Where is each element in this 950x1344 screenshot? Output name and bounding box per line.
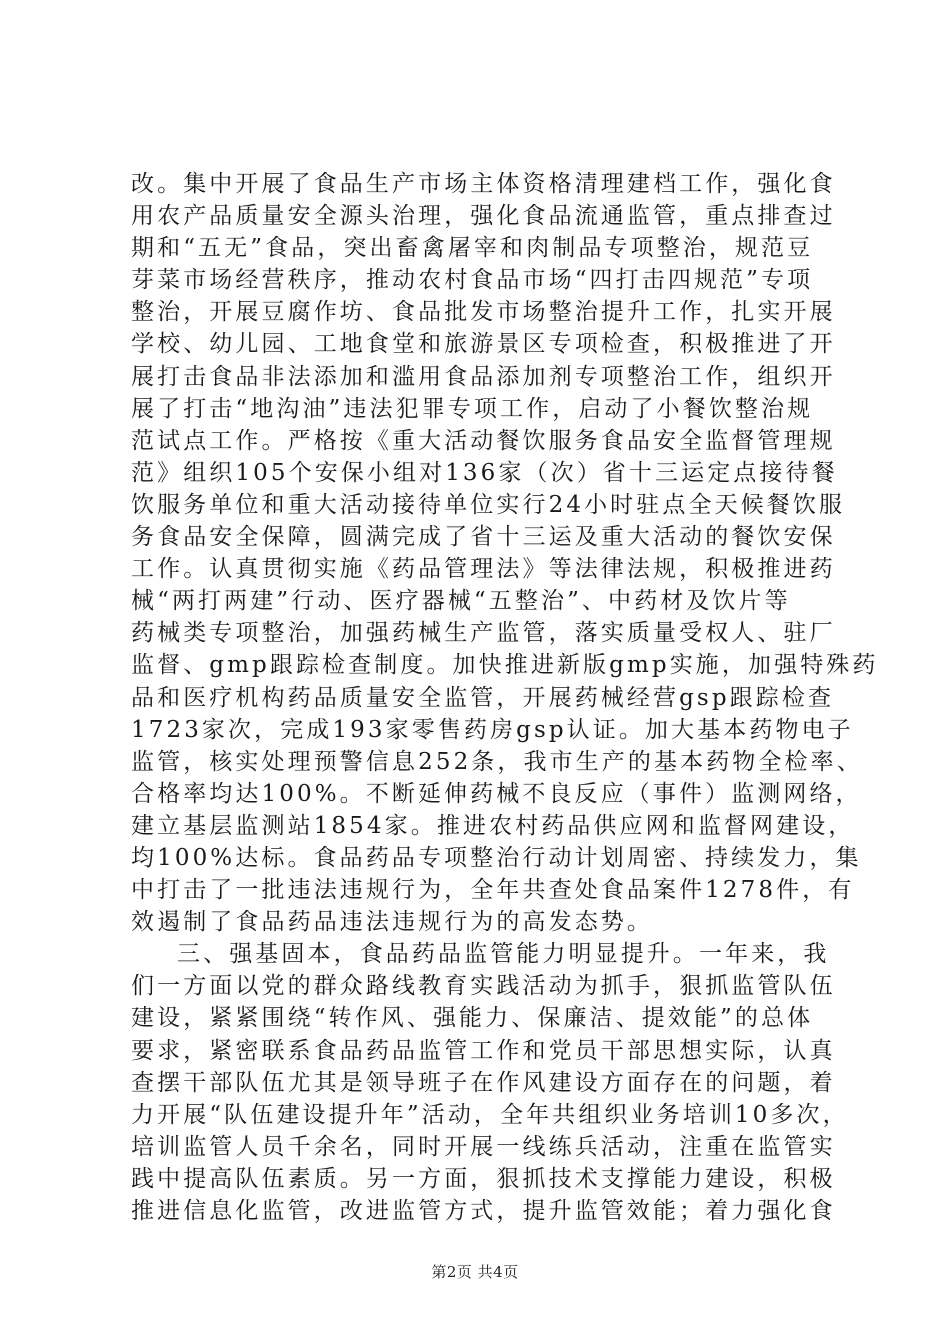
text-line: 1723家次，完成193家零售药房gsp认证。加大基本药物电子 [131, 716, 854, 743]
paragraph-heading-line: 三、强基固本，食品药品监管能力明显提升。一年来，我 [177, 941, 830, 968]
text-line: 学校、幼儿园、工地食堂和旅游景区专项检查，积极推进了开 [131, 331, 836, 358]
text-line: 中打击了一批违法违规行为，全年共查处食品案件1278件，有 [131, 877, 855, 904]
text-line: 用农产品质量安全源头治理，强化食品流通监管，重点排查过 [131, 203, 836, 230]
text-line: 效遏制了食品药品违法违规行为的高发态势。 [131, 909, 653, 936]
text-line: 推进信息化监管，改进监管方式，提升监管效能；着力强化食 [131, 1198, 836, 1224]
text-line: 展打击食品非法添加和滥用食品添加剂专项整治工作，组织开 [131, 363, 836, 390]
text-line: 合格率均达100%。不断延伸药械不良反应（事件）监测网络， [131, 780, 862, 807]
text-line: 务食品安全保障，圆满完成了省十三运及重大活动的餐饮安保 [131, 524, 836, 551]
text-line: 践中提高队伍素质。另一方面，狠抓技术支撑能力建设，积极 [131, 1165, 836, 1192]
text-line: 范》组织105个安保小组对136家（次）省十三运定点接待餐 [131, 459, 838, 486]
text-line: 工作。认真贯彻实施《药品管理法》等法律法规，积极推进药 [131, 556, 836, 583]
text-line: 要求，紧密联系食品药品监管工作和党员干部思想实际，认真 [131, 1037, 836, 1064]
text-line: 整治，开展豆腐作坊、食品批发市场整治提升工作，扎实开展 [131, 299, 836, 326]
body-text [131, 168, 879, 1227]
text-line: 均100%达标。食品药品专项整治行动计划周密、持续发力，集 [131, 844, 862, 871]
text-line: 械“两打两建”行动、医疗器械“五整治”、中药材及饮片等 [131, 588, 791, 615]
text-line: 范试点工作。严格按《重大活动餐饮服务食品安全监督管理规 [131, 427, 836, 454]
text-line: 培训监管人员千余名，同时开展一线练兵活动，注重在监管实 [131, 1133, 836, 1160]
text-line: 建设，紧紧围绕“转作风、强能力、保廉洁、提效能”的总体 [131, 1005, 814, 1032]
text-line: 药械类专项整治，加强药械生产监管，落实质量受权人、驻厂 [131, 620, 836, 647]
text-line: 展了打击“地沟油”违法犯罪专项工作，启动了小餐饮整治规 [131, 395, 814, 422]
text-line: 力开展“队伍建设提升年”活动，全年共组织业务培训10多次， [131, 1101, 849, 1128]
text-line: 芽菜市场经营秩序，推动农村食品市场“四打击四规范”专项 [131, 267, 814, 294]
text-line: 们一方面以党的群众路线教育实践活动为抓手，狠抓监管队伍 [131, 973, 836, 1000]
text-line: 期和“五无”食品，突出畜禽屠宰和肉制品专项整治，规范豆 [131, 235, 814, 262]
text-line: 监督、gmp跟踪检查制度。加快推进新版gmp实施，加强特殊药 [131, 652, 879, 679]
text-line: 改。集中开展了食品生产市场主体资格清理建档工作，强化食 [131, 171, 836, 197]
text-line: 监管，核实处理预警信息252条，我市生产的基本药物全检率、 [131, 748, 863, 775]
text-line: 查摆干部队伍尤其是领导班子在作风建设方面存在的问题，着 [131, 1069, 836, 1096]
text-line: 饮服务单位和重大活动接待单位实行24小时驻点全天候餐饮服 [131, 491, 846, 518]
page-number-footer: 第2页 共4页 [431, 1263, 519, 1281]
text-line: 品和医疗机构药品质量安全监管，开展药械经营gsp跟踪检查 [131, 684, 835, 711]
text-line: 建立基层监测站1854家。推进农村药品供应网和监督网建设， [131, 812, 855, 839]
